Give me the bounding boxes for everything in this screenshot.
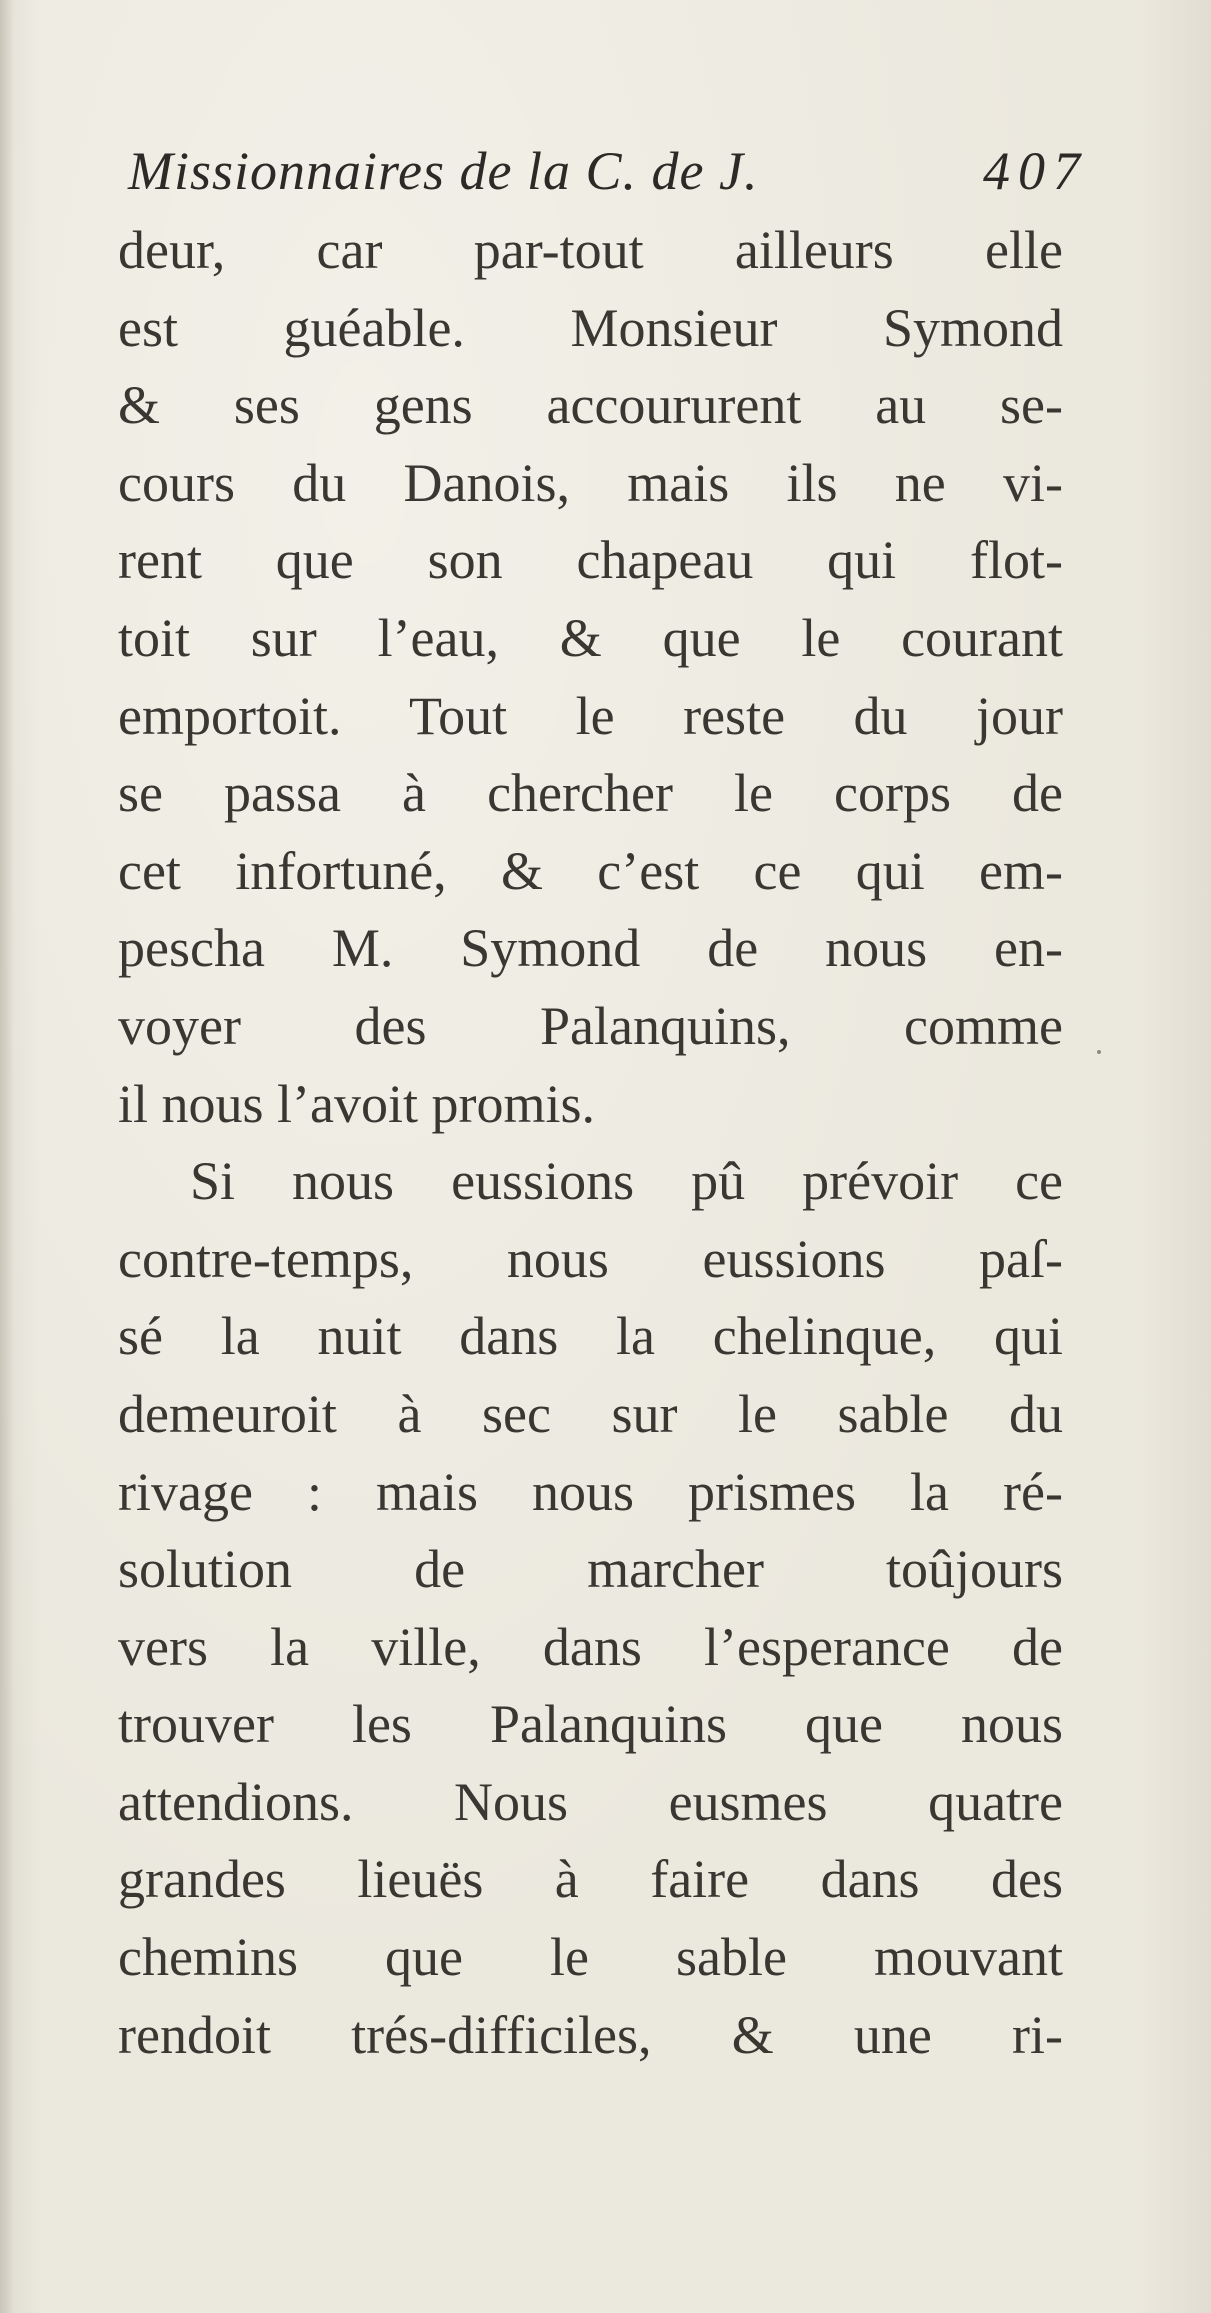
text-line: cours du Danois, mais ils ne vi-	[118, 452, 1063, 513]
text-line: attendions. Nous eusmes quatre	[118, 1771, 1063, 1832]
text-line: se passa à chercher le corps de	[118, 763, 1063, 824]
running-head	[128, 140, 1088, 204]
page-number: 407	[983, 141, 1088, 201]
text-line: rivage : mais nous prismes la ré-	[118, 1461, 1063, 1522]
text-line: contre-temps, nous eussions paſ-	[118, 1228, 1063, 1289]
body-text	[118, 212, 1063, 2074]
text-line: solution de marcher toûjours	[118, 1539, 1063, 1600]
text-line: toit sur l’eau, & que le courant	[118, 607, 1063, 668]
page-gutter-shadow	[0, 0, 14, 2313]
text-line: & ses gens accoururent au se-	[118, 375, 1063, 436]
text-line: cet infortuné, & c’est ce qui em-	[118, 840, 1063, 901]
text-line: rendoit trés-difficiles, & une ri-	[118, 2004, 1063, 2065]
text-line: pescha M. Symond de nous en-	[118, 918, 1063, 979]
text-line: deur, car par-tout ailleurs elle	[118, 220, 1063, 280]
text-line: est guéable. Monsieur Symond	[118, 297, 1063, 358]
text-line: vers la ville, dans l’esperance de	[118, 1616, 1063, 1677]
text-line: rent que son chapeau qui flot-	[118, 530, 1063, 591]
text-line: chemins que le sable mouvant	[118, 1927, 1063, 1988]
text-line: grandes lieuës à faire dans des	[118, 1849, 1063, 1910]
text-line: demeuroit à sec sur le sable du	[118, 1383, 1063, 1444]
text-line: emportoit. Tout le reste du jour	[118, 685, 1063, 746]
text-line: sé la nuit dans la chelinque, qui	[118, 1306, 1063, 1367]
running-head-title: Missionnaires de la C. de J.	[128, 141, 759, 201]
text-line-paragraph-start: Si nous eussions pû prévoir ce	[190, 1151, 1063, 1212]
text-line-paragraph-end: il nous l’avoit promis.	[118, 1073, 595, 1134]
text-line: voyer des Palanquins, comme	[118, 995, 1063, 1056]
paper-speck	[1097, 1050, 1101, 1054]
text-line: trouver les Palanquins que nous	[118, 1694, 1063, 1755]
